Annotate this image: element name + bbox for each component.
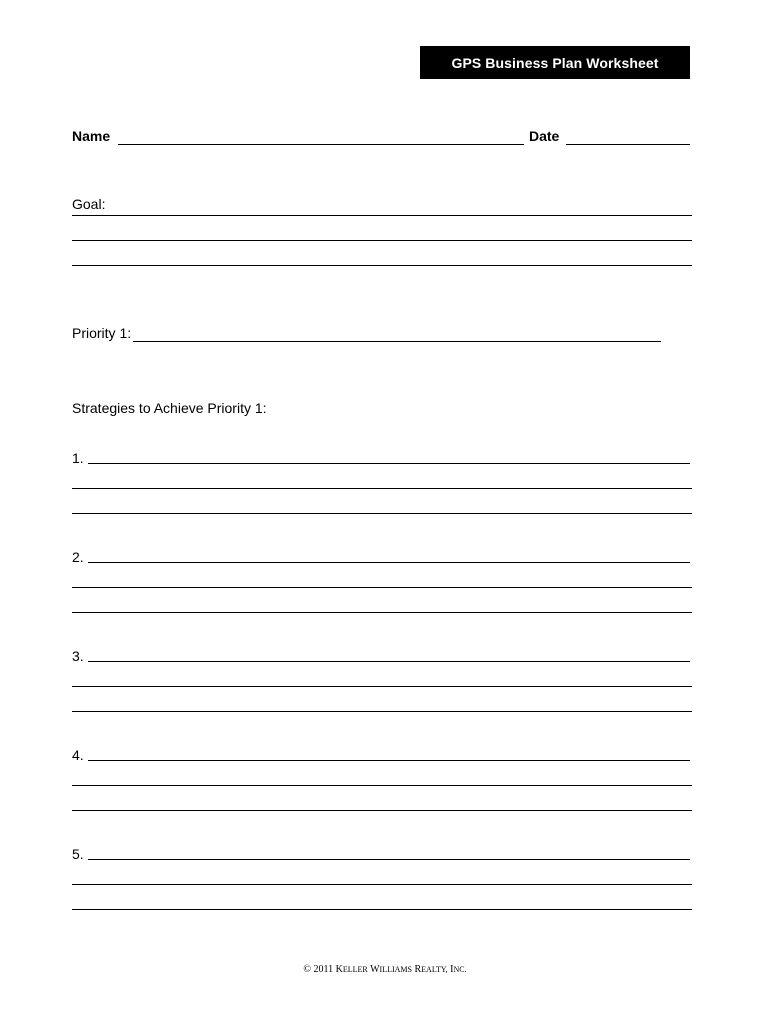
name-label: Name	[72, 128, 111, 144]
copyright-year: 2011	[313, 964, 334, 975]
goal-line[interactable]	[72, 265, 692, 266]
strategy-number: 5.	[72, 846, 84, 862]
strategy-number: 4.	[72, 747, 84, 763]
strategy-line[interactable]	[72, 810, 692, 811]
worksheet-title: GPS Business Plan Worksheet	[420, 46, 690, 79]
priority-field-line[interactable]	[133, 341, 661, 342]
date-label: Date	[529, 128, 560, 144]
strategy-line[interactable]	[72, 711, 692, 712]
copyright-footer: © 2011 KELLER WILLIAMS REALTY, INC.	[303, 964, 467, 975]
copyright-symbol: ©	[303, 964, 311, 975]
strategy-line[interactable]	[88, 463, 690, 464]
strategy-line[interactable]	[72, 909, 692, 910]
strategy-number: 3.	[72, 648, 84, 664]
goal-line[interactable]	[72, 240, 692, 241]
strategy-line[interactable]	[72, 587, 692, 588]
strategy-line[interactable]	[72, 513, 692, 514]
goal-label: Goal:	[72, 196, 106, 212]
goal-line[interactable]	[72, 215, 692, 216]
strategy-line[interactable]	[88, 859, 690, 860]
date-field-line[interactable]	[566, 144, 690, 145]
strategy-line[interactable]	[88, 661, 690, 662]
strategy-line[interactable]	[72, 612, 692, 613]
strategy-line[interactable]	[72, 785, 692, 786]
strategy-line[interactable]	[88, 562, 690, 563]
strategy-line[interactable]	[88, 760, 690, 761]
strategy-line[interactable]	[72, 884, 692, 885]
strategies-heading: Strategies to Achieve Priority 1:	[72, 400, 267, 416]
strategy-number: 1.	[72, 450, 84, 466]
name-field-line[interactable]	[118, 144, 524, 145]
strategy-line[interactable]	[72, 488, 692, 489]
strategy-line[interactable]	[72, 686, 692, 687]
strategy-number: 2.	[72, 549, 84, 565]
priority-label: Priority 1:	[72, 325, 132, 341]
